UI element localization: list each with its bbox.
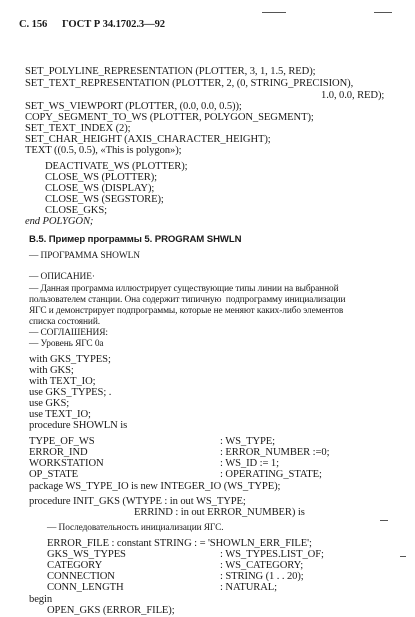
decl-name: WORKSTATION	[29, 458, 104, 469]
code-line: CLOSE_WS (SEGSTORE);	[45, 194, 164, 205]
decl-type: : OPERATING_STATE;	[220, 469, 322, 480]
code-line: 1.0, 0.0, RED);	[321, 90, 385, 101]
code-line: COPY_SEGMENT_TO_WS (PLOTTER, POLYGON_SEGMENT);	[25, 112, 314, 123]
decl-type: : STRING (1 . . 20);	[220, 571, 304, 582]
code-line: package WS_TYPE_IO is new INTEGER_IO (WS_TYPE);	[29, 481, 281, 492]
description-line: ЯГС и демонстрирует подпрограммы, которые не меняют каких-либо элементов	[29, 306, 344, 316]
code-line: use GKS_TYPES; .	[29, 387, 112, 398]
code-line: ERROR_FILE : constant STRING : = 'SHOWLN_ERR_FILE';	[47, 538, 312, 549]
decl-name: GKS_WS_TYPES	[47, 549, 126, 560]
code-line: SET_CHAR_HEIGHT (AXIS_CHARACTER_HEIGHT);	[25, 134, 271, 145]
comment-line: — ПРОГРАММА SHOWLN	[29, 251, 140, 261]
decl-type: : WS_TYPES.LIST_OF;	[220, 549, 324, 560]
decl-type: : WS_CATEGORY;	[220, 560, 304, 571]
decl-type: : WS_TYPE;	[220, 436, 276, 447]
code-line: CLOSE_GKS;	[45, 205, 107, 216]
code-line: OPEN_GKS (ERROR_FILE);	[47, 605, 175, 616]
decl-name: CONNECTION	[47, 571, 115, 582]
decl-name: ERROR_IND	[29, 447, 88, 458]
code-line: SET_TEXT_INDEX (2);	[25, 123, 131, 134]
decl-name: TYPE_OF_WS	[29, 436, 95, 447]
scan-mark	[400, 556, 406, 557]
comment-line: — Последовательность инициализации ЯГС.	[47, 523, 224, 533]
page-number: С. 156	[19, 19, 48, 30]
standard-code: ГОСТ Р 34.1702.3—92	[62, 19, 165, 30]
code-line: with GKS_TYPES;	[29, 354, 111, 365]
decl-name: CATEGORY	[47, 560, 103, 571]
section-heading: В.5. Пример программы 5. PROGRAM SHWLN	[29, 234, 242, 245]
decl-type: : ERROR_NUMBER :=0;	[220, 447, 330, 458]
code-line: CLOSE_WS (PLOTTER);	[45, 172, 157, 183]
description-line: списка состояний.	[29, 317, 101, 327]
code-line: use TEXT_IO;	[29, 409, 91, 420]
description-line: — Данная программа иллюстрирует существующие типы линии на выбранной	[29, 284, 339, 294]
code-line: with TEXT_IO;	[29, 376, 96, 387]
comment-line: — Уровень ЯГС 0а	[29, 339, 104, 349]
code-line: procedure SHOWLN is	[29, 420, 128, 431]
code-line: ERRIND : in out ERROR_NUMBER) is	[134, 507, 305, 518]
code-line: end POLYGON;	[25, 216, 94, 227]
scan-mark	[374, 12, 392, 13]
decl-name: CONN_LENGTH	[47, 582, 124, 593]
decl-type: : NATURAL;	[220, 582, 277, 593]
code-line: procedure INIT_GKS (WTYPE : in out WS_TYPE;	[29, 496, 246, 507]
description-line: пользователем станции. Она содержит типичную подпрограмму инициализации	[29, 295, 346, 305]
decl-type: : WS_ID := 1;	[220, 458, 279, 469]
code-line: CLOSE_WS (DISPLAY);	[45, 183, 155, 194]
code-line: DEACTIVATE_WS (PLOTTER);	[45, 161, 188, 172]
code-line: SET_TEXT_REPRESENTATION (PLOTTER, 2, (0, STRING_PRECISION),	[25, 78, 354, 89]
decl-name: OP_STATE	[29, 469, 78, 480]
scan-mark	[262, 12, 286, 13]
code-line: begin	[29, 594, 53, 605]
comment-line: — СОГЛАШЕНИЯ:	[29, 328, 108, 338]
code-line: TEXT ((0.5, 0.5), «This is polygon»);	[25, 145, 182, 156]
code-line: with GKS;	[29, 365, 74, 376]
code-line: SET_WS_VIEWPORT (PLOTTER, (0.0, 0.0, 0.5));	[25, 101, 242, 112]
scan-mark	[380, 520, 388, 521]
comment-line: — ОПИСАНИЕ·	[29, 272, 95, 282]
code-line: use GKS;	[29, 398, 70, 409]
code-line: SET_POLYLINE_REPRESENTATION (PLOTTER, 3, 1, 1.5, RED);	[25, 66, 316, 77]
